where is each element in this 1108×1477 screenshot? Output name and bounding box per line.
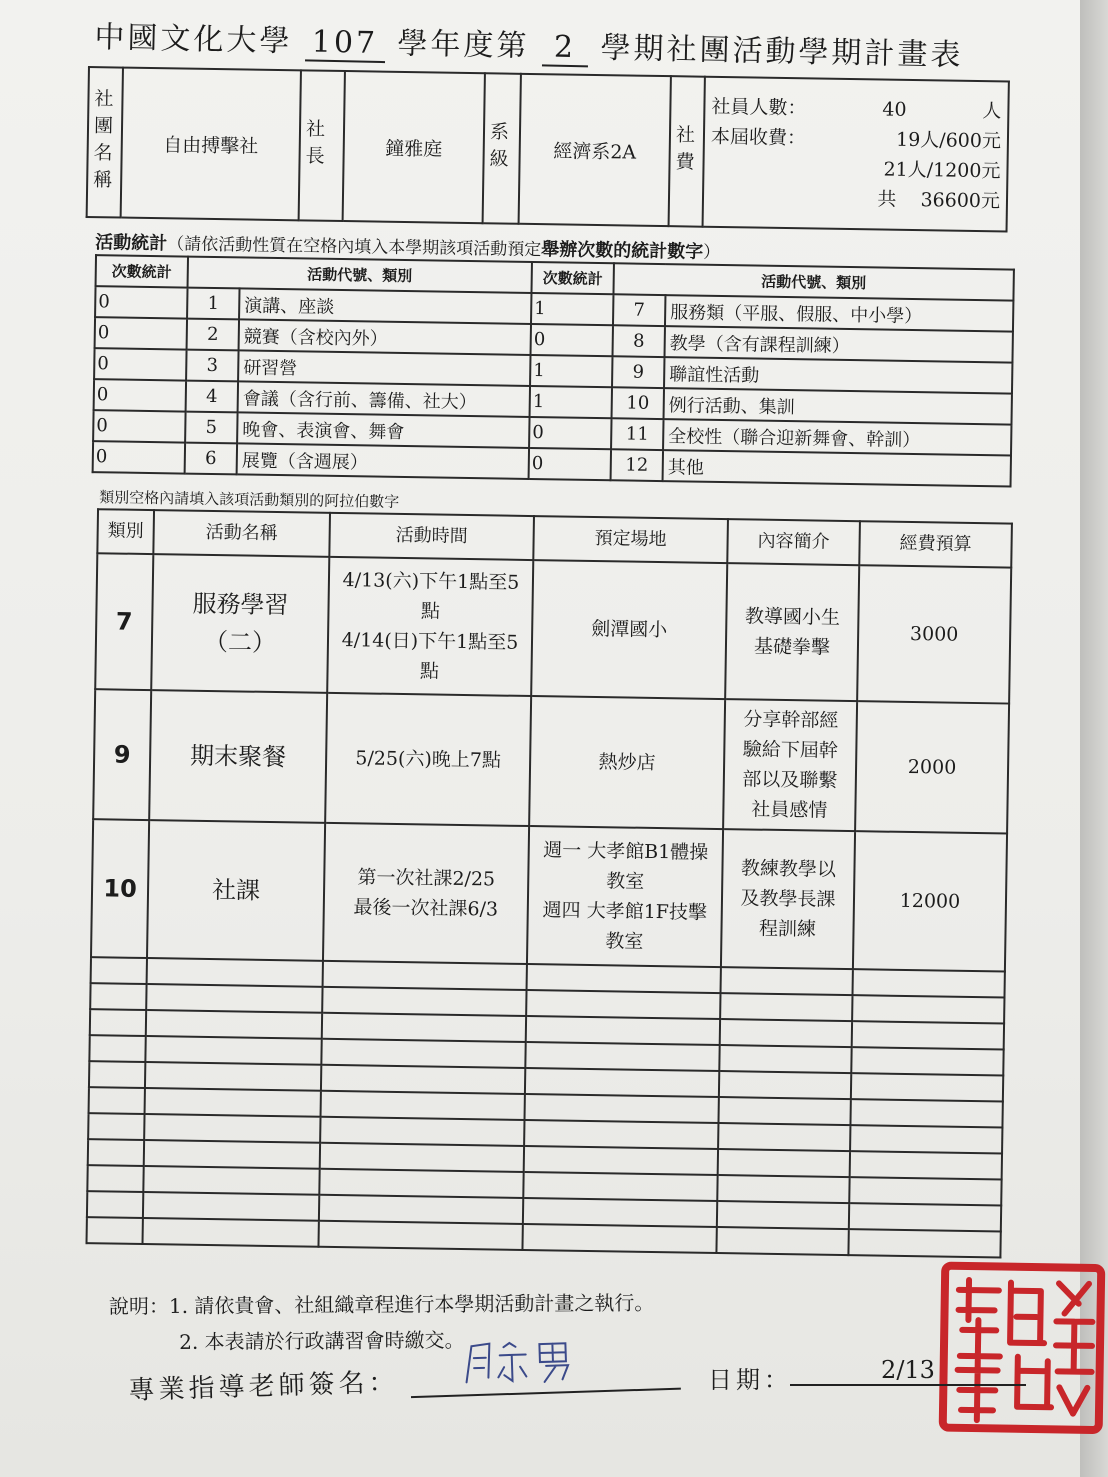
empty-cell[interactable]	[721, 967, 853, 995]
plan-desc[interactable]	[725, 563, 859, 701]
empty-cell[interactable]	[87, 1165, 143, 1192]
stats-code-right: 12	[611, 449, 663, 481]
empty-cell[interactable]	[88, 1139, 144, 1166]
empty-cell[interactable]	[322, 987, 526, 1016]
paper-edge	[1080, 0, 1108, 1477]
plan-time[interactable]	[327, 557, 533, 696]
plan-time[interactable]	[323, 823, 529, 964]
plan-name[interactable]	[151, 554, 329, 693]
plan-budget[interactable]	[855, 701, 1009, 833]
title-term: 2	[542, 29, 589, 67]
stats-count-right[interactable]: 1	[531, 293, 613, 325]
empty-cell[interactable]	[719, 1071, 851, 1099]
plan-name[interactable]	[147, 820, 325, 961]
stats-code-left: 3	[186, 350, 238, 382]
stats-code-right: 7	[613, 294, 665, 326]
plan-row	[95, 553, 1011, 703]
stats-count-left[interactable]: 0	[94, 348, 186, 380]
header-desc: 內容簡介	[727, 519, 860, 565]
plan-category-line: 7	[115, 607, 133, 636]
fee-label: 社費	[672, 124, 696, 179]
plan-time-line: 點	[420, 600, 441, 623]
header-time: 活動時間	[329, 513, 534, 560]
plan-budget-line: 3000	[909, 622, 959, 646]
empty-cell[interactable]	[320, 1143, 524, 1172]
stats-label-left: 研習營	[238, 350, 530, 386]
stats-label-left: 競賽（含校內外）	[239, 319, 531, 355]
form-frame	[68, 66, 1020, 1360]
date-label: 日期：	[708, 1366, 792, 1394]
empty-cell[interactable]	[851, 1047, 1003, 1075]
plan-name-line: 社課	[211, 876, 261, 905]
empty-cell[interactable]	[718, 1123, 850, 1151]
header-budget: 經費預算	[859, 521, 1012, 567]
stats-label-left: 展覽（含週展）	[237, 443, 529, 479]
empty-cell[interactable]	[143, 1192, 319, 1221]
plan-name-line: （二）	[203, 627, 277, 658]
members-value: 40	[882, 98, 907, 121]
empty-cell[interactable]	[525, 1068, 719, 1097]
empty-cell[interactable]	[87, 1191, 143, 1218]
stats-count-left[interactable]: 0	[95, 286, 187, 318]
plan-desc-line: 教練教學以	[740, 857, 837, 881]
stats-code-right: 11	[611, 418, 663, 450]
empty-cell[interactable]	[525, 1042, 719, 1071]
stats-code-left: 2	[187, 319, 239, 351]
empty-cell[interactable]	[91, 957, 147, 984]
plan-row	[91, 819, 1007, 971]
plan-budget-line: 12000	[899, 889, 961, 913]
signature-label: 專業指導老師簽名：	[128, 1367, 400, 1406]
fee-details	[703, 77, 1009, 232]
empty-cell[interactable]	[848, 1229, 1000, 1257]
type-header-right: 活動代號、類別	[613, 263, 1013, 300]
empty-cell[interactable]	[523, 1172, 717, 1201]
empty-cell[interactable]	[146, 1010, 322, 1039]
members-label: 社員人數：	[711, 95, 807, 120]
plan-desc-line: 部以及聯繫	[742, 768, 838, 792]
empty-cell[interactable]	[523, 1198, 717, 1227]
plan-time-line: 第一次社課2/25	[357, 866, 496, 891]
empty-cell[interactable]	[143, 1218, 319, 1247]
stats-label-right: 教學（含有課程訓練）	[665, 326, 1013, 362]
stats-label-right: 例行活動、集訓	[664, 388, 1012, 424]
header-category: 類別	[97, 509, 154, 554]
plan-budget-line: 2000	[907, 755, 957, 779]
stats-code-left: 1	[187, 288, 239, 320]
stats-label-right: 聯誼性活動	[664, 357, 1012, 393]
stats-label-left: 會議（含行前、籌備、社大）	[238, 381, 530, 417]
empty-cell[interactable]	[524, 1094, 718, 1123]
plan-venue-line: 教室	[605, 930, 644, 953]
stats-code-right: 8	[613, 325, 665, 357]
plan-time[interactable]	[325, 693, 531, 826]
handwritten-signature	[459, 1334, 591, 1388]
count-header-left: 次數統計	[96, 255, 188, 287]
plan-venue-line: 週四 大孝館1F技擊	[542, 899, 708, 924]
stats-count-right[interactable]: 0	[531, 324, 613, 356]
stats-instruction: （請依活動性質在空格內填入本學期該項活動預定	[167, 234, 542, 261]
plan-category[interactable]	[93, 689, 151, 820]
empty-cell[interactable]	[850, 1125, 1002, 1153]
empty-cell[interactable]	[145, 1062, 321, 1091]
dept-label: 系級	[486, 121, 510, 176]
total-value: 36600元	[920, 189, 1001, 213]
title-suffix: 學期社團活動學期計畫表	[600, 30, 964, 74]
header-name: 活動名稱	[153, 510, 330, 557]
stats-instruction-bold: 舉辦次數的統計數字	[541, 239, 704, 263]
empty-cell[interactable]	[144, 1140, 320, 1169]
empty-cell[interactable]	[89, 1087, 145, 1114]
stats-label-right: 其他	[663, 450, 1011, 486]
plan-category[interactable]	[95, 553, 153, 690]
plan-name-line: 服務學習	[192, 589, 289, 620]
empty-cell[interactable]	[321, 1091, 525, 1120]
title-year: 107	[305, 24, 386, 63]
stats-code-left: 6	[185, 443, 237, 475]
stats-label-left: 演講、座談	[239, 288, 531, 324]
leader-value: 鐘雅庭	[343, 71, 485, 223]
type-header-left: 活動代號、類別	[188, 257, 532, 293]
plan-desc[interactable]	[723, 699, 857, 831]
count-header-right: 次數統計	[532, 262, 614, 294]
empty-cell[interactable]	[89, 1035, 145, 1062]
empty-cell[interactable]	[524, 1146, 718, 1175]
plan-row	[93, 689, 1009, 833]
plan-time-line: 4/14(日)下午1點至5	[341, 629, 519, 654]
empty-cell[interactable]	[522, 1224, 716, 1253]
plan-budget[interactable]	[857, 565, 1011, 703]
title-middle: 學年度第	[397, 26, 530, 65]
fee-line-2: 21人/1200元	[883, 158, 1001, 183]
plan-desc-line: 基礎拳擊	[753, 635, 831, 659]
total-label: 共	[877, 188, 897, 211]
stats-count-left[interactable]: 0	[94, 379, 186, 411]
explanation-label: 說明：	[108, 1294, 170, 1319]
empty-cell[interactable]	[849, 1177, 1001, 1205]
plan-venue-line: 週一 大孝館B1體操	[543, 839, 709, 864]
empty-cell[interactable]	[90, 1009, 146, 1036]
plan-desc-line: 社員感情	[751, 798, 828, 822]
plan-time-line: 最後一次社課6/3	[353, 896, 499, 921]
stats-code-left: 4	[186, 381, 238, 413]
stats-instruction-end: ）	[702, 242, 721, 263]
leader-label: 社長	[302, 118, 326, 173]
stats-count-left[interactable]: 0	[95, 317, 187, 349]
dept-value: 經濟系2A	[519, 74, 671, 226]
stats-count-right[interactable]: 0	[529, 417, 611, 449]
empty-cell[interactable]	[321, 1039, 525, 1068]
plan-desc-line: 教導國小生	[744, 605, 841, 629]
plan-venue-line: 教室	[606, 870, 645, 893]
fee-line-1: 19人/600元	[895, 128, 1002, 153]
empty-cell[interactable]	[719, 1045, 851, 1073]
empty-cell[interactable]	[319, 1169, 523, 1198]
empty-cell[interactable]	[323, 961, 527, 990]
empty-cell[interactable]	[146, 984, 322, 1013]
empty-cell[interactable]	[849, 1203, 1001, 1231]
empty-cell[interactable]	[320, 1117, 524, 1146]
stats-count-left[interactable]: 0	[93, 410, 185, 442]
plan-desc-line: 及教學長課	[740, 887, 836, 911]
empty-cell[interactable]	[89, 1061, 145, 1088]
stats-table	[92, 254, 1015, 487]
stats-code-right: 10	[612, 387, 664, 419]
empty-cell[interactable]	[322, 1013, 526, 1042]
plan-time-line: 4/13(六)下午1點至5	[342, 569, 520, 594]
empty-cell[interactable]	[526, 1016, 720, 1045]
empty-cell[interactable]	[524, 1120, 718, 1149]
empty-cell[interactable]	[720, 1019, 852, 1047]
empty-cell[interactable]	[852, 1021, 1004, 1049]
stats-code-left: 5	[185, 412, 237, 444]
stats-label-right: 全校性（聯合迎新舞會、幹訓）	[663, 419, 1011, 455]
stats-count-right[interactable]: 1	[530, 386, 612, 418]
plan-venue-line: 劍潭國小	[591, 617, 668, 642]
category-note: 類別空格內請填入該項活動類別的阿拉伯數字	[99, 488, 400, 511]
empty-cell[interactable]	[319, 1195, 523, 1224]
plan-category[interactable]	[91, 819, 149, 958]
empty-cell[interactable]	[720, 993, 852, 1021]
empty-cell[interactable]	[144, 1114, 320, 1143]
club-name-label: 社團名稱	[89, 88, 114, 197]
empty-cell[interactable]	[718, 1097, 850, 1125]
stats-count-left[interactable]: 0	[93, 441, 185, 473]
fee-collect-label: 本屆收費：	[710, 125, 807, 150]
empty-cell[interactable]	[90, 983, 146, 1010]
title-prefix: 中國文化大學	[94, 19, 293, 60]
stats-label-left: 晚會、表演會、舞會	[237, 412, 529, 448]
empty-cell[interactable]	[143, 1166, 319, 1195]
empty-cell[interactable]	[321, 1065, 525, 1094]
plan-name-line: 期末聚餐	[189, 741, 287, 772]
plan-time-line: 點	[419, 660, 440, 683]
plan-name[interactable]	[149, 690, 327, 823]
empty-cell[interactable]	[147, 958, 323, 987]
plan-desc-line: 驗給下屆幹	[742, 738, 839, 762]
stats-count-right[interactable]: 0	[529, 448, 611, 480]
plan-venue-line: 熱炒店	[598, 751, 656, 775]
stats-title: 活動統計	[95, 232, 168, 255]
plan-venue[interactable]	[527, 826, 723, 967]
empty-cell[interactable]	[318, 1221, 522, 1250]
plan-budget[interactable]	[853, 831, 1007, 971]
stats-count-right[interactable]: 1	[530, 355, 612, 387]
empty-cell[interactable]	[145, 1036, 321, 1065]
empty-cell[interactable]	[850, 1151, 1002, 1179]
plan-venue[interactable]	[529, 696, 725, 829]
empty-cell[interactable]	[145, 1088, 321, 1117]
club-name-value: 自由搏擊社	[121, 68, 301, 221]
empty-cell[interactable]	[88, 1113, 144, 1140]
empty-cell[interactable]	[526, 990, 720, 1019]
explanation-line-2: 2. 本表請於行政講習會時繳交。	[179, 1327, 465, 1354]
empty-cell[interactable]	[852, 995, 1004, 1023]
empty-cell[interactable]	[717, 1201, 849, 1229]
empty-cell[interactable]	[527, 964, 721, 993]
date-value[interactable]: 2/13	[790, 1356, 1026, 1386]
plan-venue[interactable]	[531, 560, 727, 699]
empty-cell[interactable]	[718, 1149, 850, 1177]
club-info-table	[86, 66, 1010, 232]
empty-cell[interactable]	[87, 1217, 143, 1244]
explanation-line-1: 1. 請依貴會、社組織章程進行本學期活動計畫之執行。	[168, 1290, 655, 1319]
empty-cell[interactable]	[853, 969, 1005, 997]
stats-label-right: 服務類（平服、假服、中小學）	[665, 295, 1013, 331]
plan-table	[85, 508, 1012, 1258]
header-venue: 預定場地	[533, 516, 728, 563]
plan-category-line: 9	[113, 740, 131, 769]
plan-desc-line: 程訓練	[758, 917, 817, 941]
empty-cell[interactable]	[851, 1073, 1003, 1101]
plan-desc[interactable]	[721, 829, 855, 969]
plan-category-line: 10	[103, 874, 138, 903]
club-seal	[937, 1260, 1108, 1439]
empty-cell[interactable]	[717, 1175, 849, 1203]
plan-desc-line: 分享幹部經	[743, 708, 839, 732]
stats-code-right: 9	[612, 356, 664, 388]
plan-time-line: 5/25(六)晚上7點	[355, 747, 502, 772]
members-unit: 人	[982, 100, 1002, 123]
empty-cell[interactable]	[716, 1227, 848, 1255]
empty-cell[interactable]	[850, 1099, 1002, 1127]
